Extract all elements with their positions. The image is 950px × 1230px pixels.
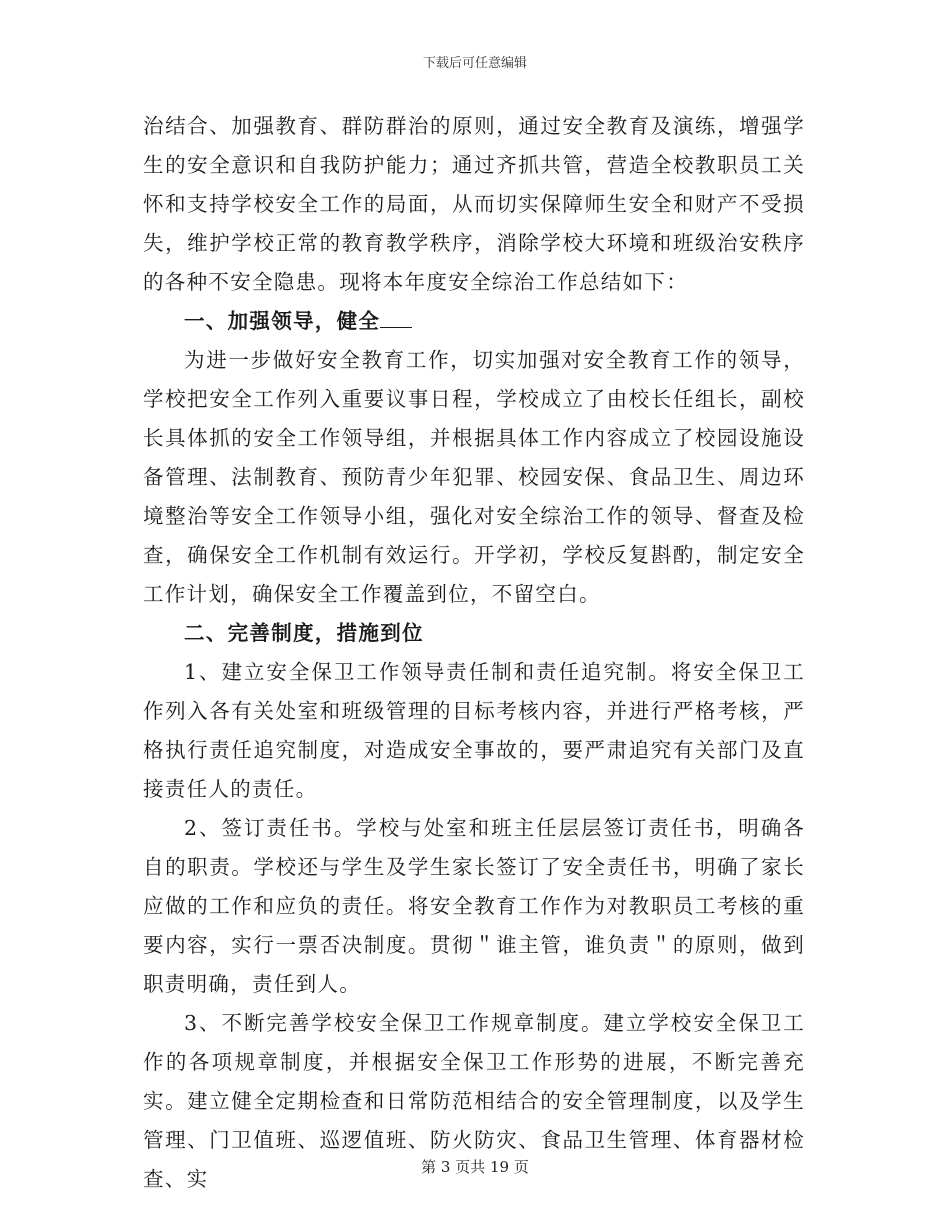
section-2-item-3: 3、不断完善学校安全保卫工作规章制度。建立学校安全保卫工作的各项规章制度，并根据安全保卫工作形势的进展，不断完善充实。建立健全定期检查和日常防范相结合的安全管理制度，以及学生管理、门卫值班、巡逻值班、防火防灾、食品卫生管理、体育器材检查、实 [143, 1011, 805, 1191]
document-body [143, 107, 805, 1199]
section-1-heading [143, 302, 805, 341]
page-number: 第 3 页共 19 页 [421, 1158, 529, 1176]
section-2-heading: 二、完善制度，措施到位 [184, 621, 424, 645]
section-2-item-1: 1、建立安全保卫工作领导责任制和责任追究制。将安全保卫工作列入各有关处室和班级管理的目标考核内容，并进行严格考核，严格执行责任追究制度，对造成安全事故的，要严肃追究有关部门及直接责任人的责任。 [143, 660, 805, 801]
section-2-item-2: 2、签订责任书。学校与处室和班主任层层签订责任书，明确各自的职责。学校还与学生及学生家长签订了安全责任书，明确了家长应做的工作和应负的责任。将安全教育工作作为对教职员工考核的重要内容，实行一票否决制度。贯彻＂谁主管，谁负责＂的原则，做到职责明确，责任到人。 [143, 816, 805, 996]
page-header-note: 下载后可任意编辑 [422, 56, 527, 71]
intro-paragraph: 治结合、加强教育、群防群治的原则，通过安全教育及演练，增强学生的安全意识和自我防护能力；通过齐抓共管，营造全校教职员工关怀和支持学校安全工作的局面，从而切实保障师生安全和财产不受损失，维护学校正常的教育教学秩序，消除学校大环境和班级治安秩序的各种不安全隐患。现将本年度安全综治工作总结如下： [143, 114, 805, 294]
section-1-heading-text: 一、加强领导，健全 [184, 309, 381, 333]
section-1-paragraph: 为进一步做好安全教育工作，切实加强对安全教育工作的领导，学校把安全工作列入重要议事日程，学校成立了由校长任组长，副校长具体抓的安全工作领导组，并根据具体工作内容成立了校园设施设备管理、法制教育、预防青少年犯罪、校园安保、食品卫生、周边环境整治等安全工作领导小组，强化对安全综治工作的领导、督查及检查，确保安全工作机制有效运行。开学初，学校反复斟酌，制定安全工作计划，确保安全工作覆盖到位，不留空白。 [143, 348, 805, 606]
blank-underline [380, 309, 412, 328]
